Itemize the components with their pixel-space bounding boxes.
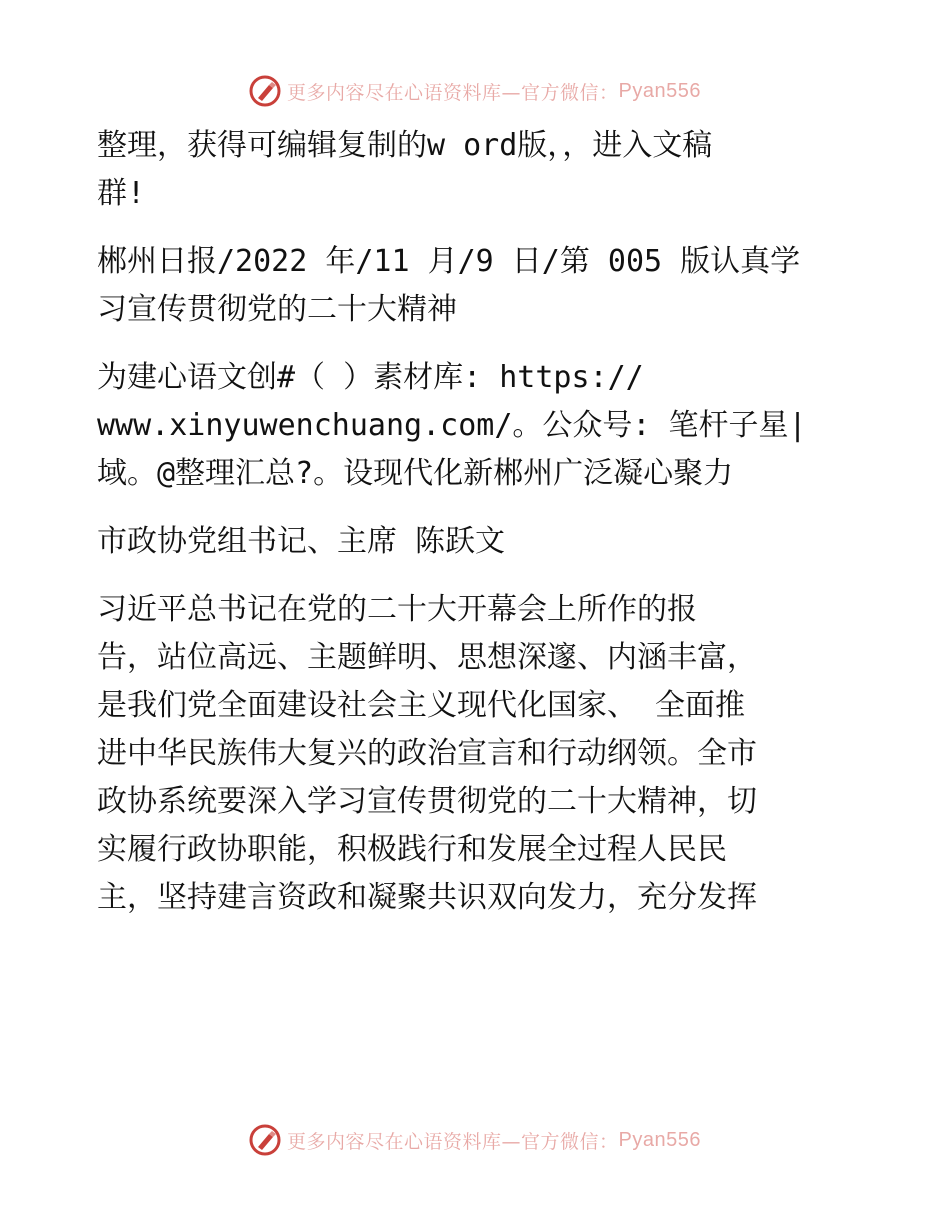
text-line: 习近平总书记在党的二十大开幕会上所作的报 bbox=[97, 592, 697, 627]
text-line: 政协系统要深入学习宣传贯彻党的二十大精神，切 bbox=[97, 784, 757, 819]
pen-logo-icon bbox=[249, 1124, 281, 1156]
text-line: 进中华民族伟大复兴的政治宣言和行动纲领。全市 bbox=[97, 736, 757, 771]
text-line: 整理，获得可编辑复制的w ord版，，进入文稿 bbox=[97, 128, 713, 163]
banner-wechat-id: Pyan556 bbox=[618, 1128, 701, 1151]
header-banner bbox=[0, 71, 950, 111]
footer-banner bbox=[0, 1120, 950, 1160]
banner-text: 更多内容尽在心语资料库—官方微信： bbox=[287, 81, 619, 104]
text-line: 市政协党组书记、主席 陈跃文 bbox=[97, 524, 506, 559]
text-line: 为建心语文创#（ ）素材库: https:// bbox=[97, 360, 644, 395]
pen-logo-icon bbox=[249, 75, 281, 107]
text-line: 实履行政协职能，积极践行和发展全过程人民民 bbox=[97, 832, 727, 867]
document-body bbox=[97, 122, 857, 942]
text-line: www.xinyuwenchuang.com/。公众号: 笔杆子星| bbox=[97, 408, 807, 443]
banner-wechat-id: Pyan556 bbox=[618, 79, 701, 102]
paragraph-title bbox=[97, 354, 857, 498]
paragraph-body bbox=[97, 586, 857, 922]
text-line: 是我们党全面建设社会主义现代化国家、 全面推 bbox=[97, 688, 746, 723]
paragraph-source bbox=[97, 238, 857, 334]
text-line: 域。@整理汇总?。设现代化新郴州广泛凝心聚力 bbox=[97, 456, 734, 491]
text-line: 群! bbox=[97, 176, 146, 211]
text-line: 告，站位高远、主题鲜明、思想深邃、内涵丰富， bbox=[97, 640, 757, 675]
text-line: 主，坚持建言资政和凝聚共识双向发力，充分发挥 bbox=[97, 880, 757, 915]
text-line: 郴州日报/2022 年/11 月/9 日/第 005 版认真学 bbox=[97, 244, 801, 279]
banner-text: 更多内容尽在心语资料库—官方微信： bbox=[287, 1130, 619, 1153]
paragraph-intro bbox=[97, 122, 857, 218]
text-line: 习宣传贯彻党的二十大精神 bbox=[97, 292, 457, 327]
paragraph-author bbox=[97, 518, 857, 566]
